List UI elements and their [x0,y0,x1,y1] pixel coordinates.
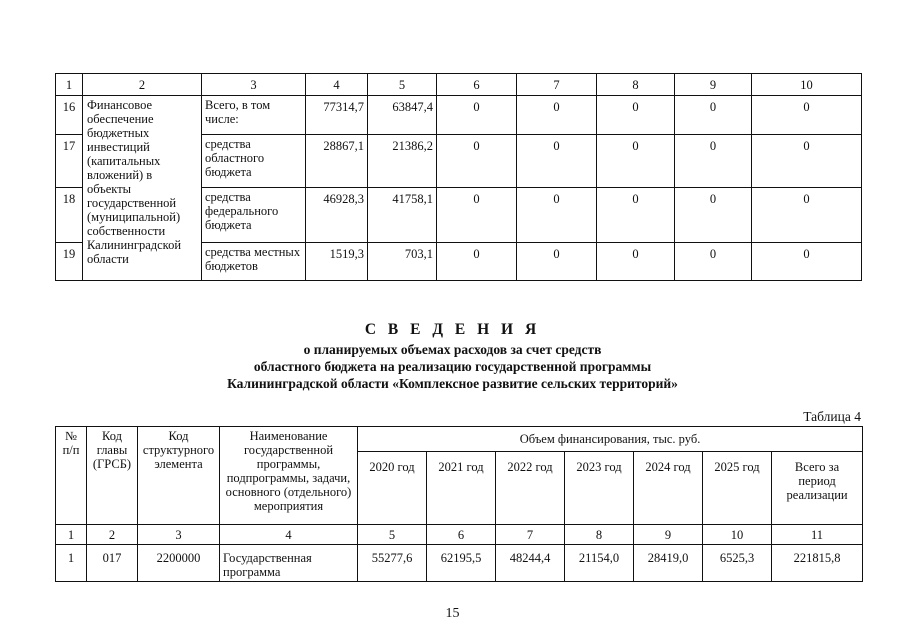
header-funding-volume: Объем финансирования, тыс. руб. [358,427,863,452]
cell-value: 46928,3 [306,188,368,243]
col-num: 10 [752,74,862,96]
header-year: 2025 год [703,452,772,525]
cell-value: 77314,7 [306,96,368,135]
col-num: 3 [202,74,306,96]
cell-value: 0 [437,188,517,243]
col-num: 5 [368,74,437,96]
col-num: 8 [565,525,634,545]
col-num: 7 [496,525,565,545]
cell-value: 703,1 [368,243,437,281]
funding-table-continued [55,73,862,281]
cell-value: 0 [675,135,752,188]
header-year: 2020 год [358,452,427,525]
cell-value: 48244,4 [496,545,565,582]
cell-value: 6525,3 [703,545,772,582]
header-year: 2023 год [565,452,634,525]
chapter-code: 017 [87,545,138,582]
cell-value: 0 [517,188,597,243]
col-num: 11 [772,525,863,545]
section-subtitle-line: областного бюджета на реализацию государственной программы [253,359,652,374]
col-num: 5 [358,525,427,545]
col-num: 1 [56,74,83,96]
cell-value: 0 [675,96,752,135]
table-row [56,545,863,582]
col-num: 6 [437,74,517,96]
cell-value: 55277,6 [358,545,427,582]
cell-value: 0 [437,135,517,188]
cell-value: 0 [675,243,752,281]
row-number: 18 [56,188,83,243]
activity-name: Финансовое обеспечение бюджетных инвестиций (капитальных вложений) в объекты государственной (муниципальной) собственности Калининградской области [83,96,202,281]
header-chapter-code: Код главы (ГРСБ) [87,427,138,525]
col-num: 2 [83,74,202,96]
funding-source: Всего, в том числе: [202,96,306,135]
cell-value: 62195,5 [427,545,496,582]
cell-value: 0 [517,135,597,188]
column-number-row [56,74,862,96]
col-num: 6 [427,525,496,545]
cell-value: 1519,3 [306,243,368,281]
col-num: 10 [703,525,772,545]
table-row [56,96,862,135]
funding-source: средства федерального бюджета [202,188,306,243]
page-number: 15 [445,606,460,621]
cell-value: 0 [752,135,862,188]
header-year: 2022 год [496,452,565,525]
planned-expenses-table [55,426,863,582]
cell-value: 0 [517,96,597,135]
header-year: 2021 год [427,452,496,525]
col-num: 3 [138,525,220,545]
cell-value: 28419,0 [634,545,703,582]
cell-value: 0 [675,188,752,243]
cell-value: 221815,8 [772,545,863,582]
col-num: 9 [675,74,752,96]
element-code: 2200000 [138,545,220,582]
header-name: Наименование государственной программы, подпрограммы, задачи, основного (отдельного) мероприятия [220,427,358,525]
funding-source: средства местных бюджетов [202,243,306,281]
col-num: 1 [56,525,87,545]
cell-value: 0 [752,188,862,243]
row-number: 19 [56,243,83,281]
cell-value: 0 [437,96,517,135]
section-subtitle-line: Калининградской области «Комплексное развитие сельских территорий» [227,376,678,391]
table-label: Таблица 4 [803,409,861,424]
cell-value: 0 [597,243,675,281]
row-number: 17 [56,135,83,188]
header-element-code: Код структурного элемента [138,427,220,525]
col-num: 7 [517,74,597,96]
col-num: 4 [220,525,358,545]
section-subtitle-line: о планируемых объемах расходов за счет средств [303,342,602,357]
col-num: 4 [306,74,368,96]
cell-value: 63847,4 [368,96,437,135]
header-row [56,427,863,452]
section-title: С В Е Д Е Н И Я [364,321,541,338]
cell-value: 0 [752,96,862,135]
program-name: Государственная программа [220,545,358,582]
cell-value: 0 [752,243,862,281]
funding-source: средства областного бюджета [202,135,306,188]
header-year: 2024 год [634,452,703,525]
cell-value: 21386,2 [368,135,437,188]
cell-value: 0 [437,243,517,281]
col-num: 9 [634,525,703,545]
cell-value: 21154,0 [565,545,634,582]
cell-value: 0 [597,135,675,188]
cell-value: 0 [597,96,675,135]
row-number: 1 [56,545,87,582]
col-num: 2 [87,525,138,545]
cell-value: 28867,1 [306,135,368,188]
cell-value: 0 [517,243,597,281]
cell-value: 0 [597,188,675,243]
header-number: № п/п [56,427,87,525]
column-number-row [56,525,863,545]
row-number: 16 [56,96,83,135]
col-num: 8 [597,74,675,96]
header-total: Всего за период реализации [772,452,863,525]
cell-value: 41758,1 [368,188,437,243]
